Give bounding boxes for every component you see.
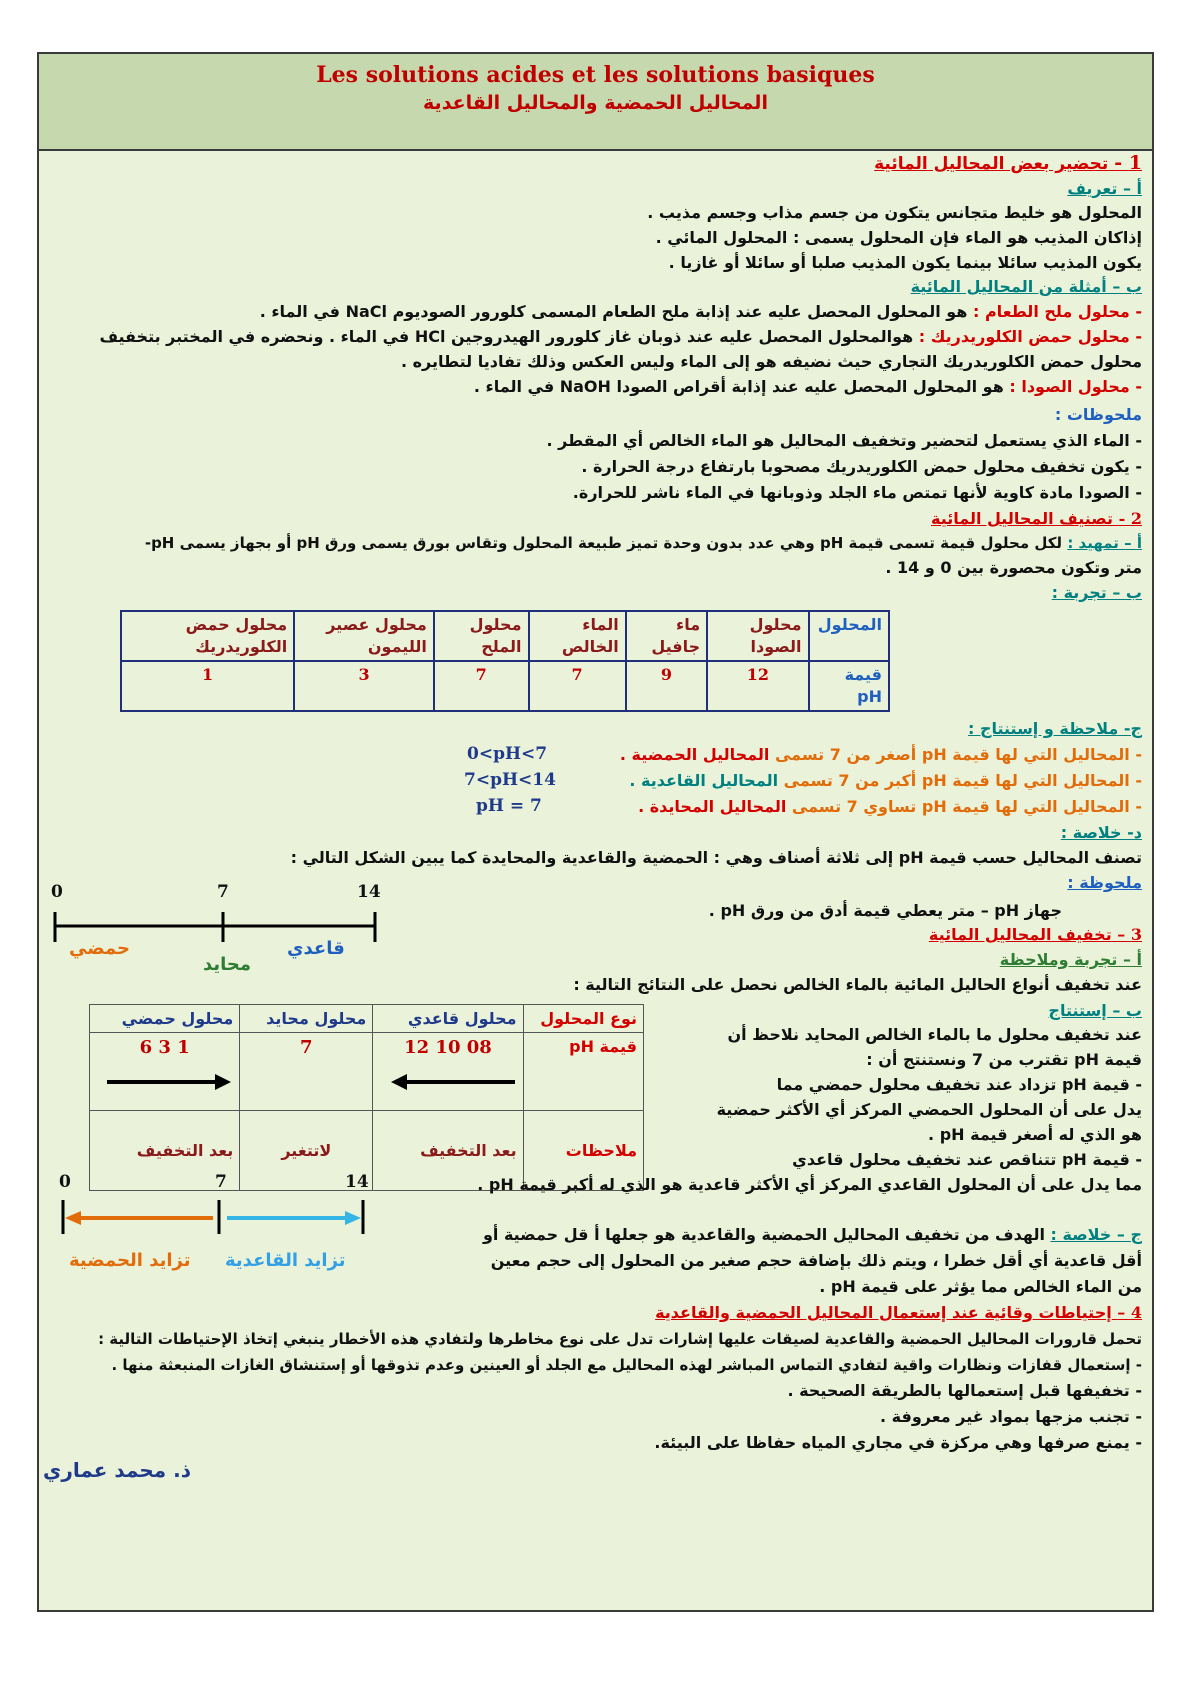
- definition-line-2: إذاكان المذيب هو الماء فإن المحلول يسمى : المحلول المائي .: [655, 228, 1142, 247]
- precaution-2: - تخفيفها قبل إستعمالها بالطريقة الصحيحة .: [787, 1381, 1142, 1400]
- math-neutral: pH = 7: [476, 796, 542, 816]
- table-value-lemon: 3: [294, 661, 434, 711]
- scale2-label-14: 14: [345, 1172, 369, 1192]
- arrow-left: [389, 1072, 517, 1092]
- table-header-salt: محلول الملح: [434, 611, 529, 661]
- intro-label: أ – تمهيد :: [1067, 534, 1142, 552]
- observation-neutral-text: - المحاليل التي لها قيمة pH تساوي 7 تسمى: [791, 797, 1142, 816]
- section-3c-line-2: أقل قاعدية أي أقل خطرا ، ويتم ذلك بإضافة حجم صغير من المحلول إلى حجم معين: [490, 1251, 1142, 1270]
- table-value-pure-water: 7: [529, 661, 626, 711]
- section-3c-heading: ج – خلاصة :: [1050, 1225, 1142, 1244]
- observation-base-text: - المحاليل التي لها قيمة pH أكبر من 7 تسمى: [783, 771, 1142, 790]
- acid-increase-label: تزايد الحمضية: [69, 1250, 191, 1271]
- precaution-4: - يمنع صرفها وهي مركزة في مجاري المياه حفاظا على البيئة.: [654, 1433, 1142, 1452]
- example-naoh-text: هو المحلول المحصل عليه عند إذابة أقراص الصودا NaOH في الماء .: [473, 377, 1004, 396]
- dilution-obs-acid: بعد التخفيف: [90, 1111, 240, 1191]
- section-3-heading: [929, 924, 1142, 946]
- observation-base: [629, 770, 1142, 792]
- dilution-ph-base-cell: [373, 1033, 523, 1111]
- dilution-obs-label: ملاحظات: [523, 1111, 643, 1191]
- math-acid: 0<pH<7: [467, 744, 548, 764]
- example-naoh: [474, 376, 1142, 398]
- scale-label-14: 14: [357, 882, 381, 902]
- conclusion-line-7: مما يدل على أن المحلول القاعدي المركز أي الأكثر قاعدية هو الذي له أكبر قيمة pH .: [477, 1175, 1142, 1194]
- section-1b-heading: ب – أمثلة من المحاليل المائية: [910, 277, 1142, 296]
- scale-acid-label: حمضي: [69, 938, 130, 959]
- dilution-ph-label: قيمة pH: [523, 1033, 643, 1111]
- summary-heading: د- خلاصة :: [1060, 823, 1142, 842]
- precaution-1: - إستعمال قفازات ونظارات واقية لتفادي التماس المباشر لهذه المحاليل مع الجلد أو العينين وعدم تذوقها أو إستنشاق الغازات المنبعثة منها .: [111, 1356, 1142, 1374]
- dilution-obs-neutral: لاتتغير: [240, 1111, 373, 1191]
- section-3a-text: عند تخفيف أنواع الحاليل المائية بالماء الخالص نحصل على النتائج التالية :: [573, 975, 1142, 994]
- section-1-title: تحضير بعض المحاليل المائية: [874, 154, 1109, 174]
- section-4-title: إحتياطات وقائية عند إستعمال المحاليل الحمضية والقاعدية: [655, 1303, 1112, 1322]
- observation-heading: ج- ملاحظة و إستنتاج :: [967, 719, 1142, 738]
- example-hcl-label: - محلول حمض الكلوريدريك :: [918, 327, 1142, 346]
- table-header-pure-water: الماء الخالص: [529, 611, 626, 661]
- math-base: 7<pH<14: [464, 770, 556, 790]
- table-value-hcl: 1: [121, 661, 294, 711]
- table-value-soda: 12: [707, 661, 808, 711]
- header-band: [39, 54, 1152, 151]
- scale2-label-7: 7: [215, 1172, 227, 1192]
- conclusion-line-4: يدل على أن المحلول الحمضي المركز أي الأكثر حمضية: [716, 1100, 1142, 1119]
- observation-neutral: [638, 796, 1142, 818]
- note-1: - الماء الذي يستعمل لتحضير وتخفيف المحاليل هو الماء الخالص أي المقطر .: [546, 431, 1142, 450]
- dilution-ph-base: 08 10 12: [404, 1037, 492, 1058]
- observation-acid-name: المحاليل الحمضية .: [619, 745, 770, 764]
- ph-scale-dilution: [57, 1194, 377, 1244]
- note-2: - يكون تخفيف محلول حمض الكلوريدريك مصحوبا بارتفاع درجة الحرارة .: [581, 457, 1142, 476]
- section-2-heading: [931, 508, 1142, 530]
- intro-line: [145, 532, 1142, 554]
- dilution-ph-neutral: 7: [240, 1033, 373, 1111]
- section-3c-line-3: من الماء الخالص مما يؤثر على قيمة pH .: [819, 1277, 1142, 1296]
- dilution-header-acid: محلول حمضي: [90, 1005, 240, 1033]
- remark-text: جهاز pH – متر يعطي قيمة أدق من ورق pH .: [708, 901, 1062, 920]
- notes-heading: ملحوظات :: [1054, 405, 1142, 424]
- conclusion-line-3: - قيمة pH تزداد عند تخفيف محلول حمضي مما: [776, 1075, 1142, 1094]
- example-salt-label: - محلول ملح الطعام :: [972, 302, 1142, 321]
- section-2-title: تصنيف المحاليل المائية: [930, 509, 1114, 528]
- dilution-header-type: نوع المحلول: [523, 1005, 643, 1033]
- section-3-title: تخفيف المحاليل المائية: [928, 925, 1112, 944]
- observation-acid: [620, 744, 1142, 766]
- intro-text: لكل محلول قيمة تسمى قيمة pH وهي عدد بدون وحدة تميز طبيعة المحلول وتقاس بورق يسمى ورق pH أو بجهاز يسمى pH-: [144, 534, 1063, 552]
- precautions-intro: تحمل قارورات المحاليل الحمضية والقاعدية لصيقات عليها إشارات تدل على نوع مخاطرها ولتفادي هذه الأخطار ينبغي إتخاذ الإحتياطات التالية :: [98, 1330, 1142, 1348]
- section-1-heading: [874, 152, 1142, 175]
- scale-label-0: 0: [51, 882, 63, 902]
- dilution-header-base: محلول قاعدي: [373, 1005, 523, 1033]
- example-hcl: [99, 326, 1142, 348]
- table-header-hcl: محلول حمض الكلوريدريك: [121, 611, 294, 661]
- dilution-obs-base: بعد التخفيف: [373, 1111, 523, 1191]
- section-3-number: 3 –: [1117, 925, 1142, 944]
- conclusion-line-6: - قيمة pH تتناقص عند تخفيف محلول قاعدي: [792, 1150, 1142, 1169]
- section-4-heading: [655, 1302, 1142, 1324]
- title-arabic: المحاليل الحمضية والمحاليل القاعدية: [423, 92, 768, 114]
- scale2-label-0: 0: [59, 1172, 71, 1192]
- conclusion-line-2: قيمة pH تقترب من 7 ونستنتج أن :: [866, 1050, 1142, 1069]
- dilution-ph-acid: 1 3 6: [139, 1037, 190, 1058]
- note-3: - الصودا مادة كاوية لأنها تمتص ماء الجلد وذوبانها في الماء ناشر للحرارة.: [572, 483, 1142, 502]
- title-french: Les solutions acides et les solutions basiques: [316, 62, 875, 88]
- table-header-javel: ماء جافيل: [626, 611, 707, 661]
- section-3c-line-1: الهدف من تخفيف المحاليل الحمضية والقاعدية هو جعلها أ قل حمضية أو: [482, 1225, 1045, 1244]
- example-salt-text: هو المحلول المحصل عليه عند إذابة ملح الطعام المسمى كلورور الصوديوم NaCl في الماء .: [259, 302, 968, 321]
- intro-continued: متر وتكون محصورة بين 0 و 14 .: [885, 558, 1142, 577]
- conclusion-line-1: عند تخفيف محلول ما بالماء الخالص المحايد نلاحظ أن: [727, 1025, 1142, 1044]
- experiment-heading: ب – تجربة :: [1051, 583, 1142, 602]
- base-increase-label: تزايد القاعدية: [225, 1250, 346, 1271]
- section-2-number: 2 -: [1118, 509, 1142, 528]
- example-hcl-text: هوالمحلول المحصل عليه عند ذوبان غاز كلورور الهيدروجين HCl في الماء . ونحضره في المختبر بتخفيف: [99, 327, 914, 346]
- remark-heading: ملحوظة :: [1067, 873, 1142, 892]
- dilution-header-neutral: محلول محايد: [240, 1005, 373, 1033]
- definition-line-1: المحلول هو خليط متجانس يتكون من جسم مذاب وجسم مذيب .: [647, 203, 1142, 222]
- arrow-right: [105, 1072, 233, 1092]
- table-row-label: قيمة pH: [809, 661, 889, 711]
- example-hcl-continued: محلول حمض الكلوريدريك التجاري حيث نضيفه هو إلى الماء وليس العكس وذلك تفاديا لتطايره .: [400, 352, 1142, 371]
- scale-neutral-label: محايد: [203, 954, 252, 975]
- scale-base-label: قاعدي: [287, 938, 345, 959]
- observation-neutral-name: المحاليل المحايدة .: [638, 797, 787, 816]
- observation-acid-text: - المحاليل التي لها قيمة pH أصغر من 7 تسمى: [774, 745, 1142, 764]
- worksheet: [37, 52, 1154, 1612]
- scale-label-7: 7: [217, 882, 229, 902]
- table-value-salt: 7: [434, 661, 529, 711]
- table-header-solution: المحلول: [809, 611, 889, 661]
- section-1-number: 1 -: [1114, 152, 1142, 174]
- summary-text: تصنف المحاليل حسب قيمة pH إلى ثلاثة أصناف وهي : الحمضية والقاعدية والمحايدة كما يبين الشكل التالي :: [290, 848, 1142, 867]
- example-salt: [260, 301, 1142, 323]
- table-header-soda: محلول الصودا: [707, 611, 808, 661]
- section-3a-heading: أ – تجربة وملاحظة: [999, 950, 1142, 969]
- dilution-table: [89, 1004, 644, 1191]
- section-1a-heading: أ – تعريف: [1067, 179, 1142, 198]
- conclusion-line-5: هو الذي له أصغر قيمة pH .: [928, 1125, 1142, 1144]
- section-3b-heading: ب – إستنتاج: [1048, 1001, 1142, 1020]
- definition-line-3: يكون المذيب سائلا بينما يكون المذيب صلبا أو سائلا أو غازيا .: [668, 253, 1142, 272]
- observation-base-name: المحاليل القاعدية .: [629, 771, 779, 790]
- table-value-javel: 9: [626, 661, 707, 711]
- section-4-number: 4 –: [1117, 1303, 1142, 1322]
- section-3c-first: [483, 1224, 1142, 1246]
- ph-values-table: [120, 610, 890, 712]
- dilution-ph-acid-cell: [90, 1033, 240, 1111]
- author-signature: ذ. محمد عماري: [43, 1458, 191, 1482]
- precaution-3: - تجنب مزجها بمواد غير معروفة .: [880, 1407, 1142, 1426]
- table-header-lemon: محلول عصير الليمون: [294, 611, 434, 661]
- example-naoh-label: - محلول الصودا :: [1009, 377, 1142, 396]
